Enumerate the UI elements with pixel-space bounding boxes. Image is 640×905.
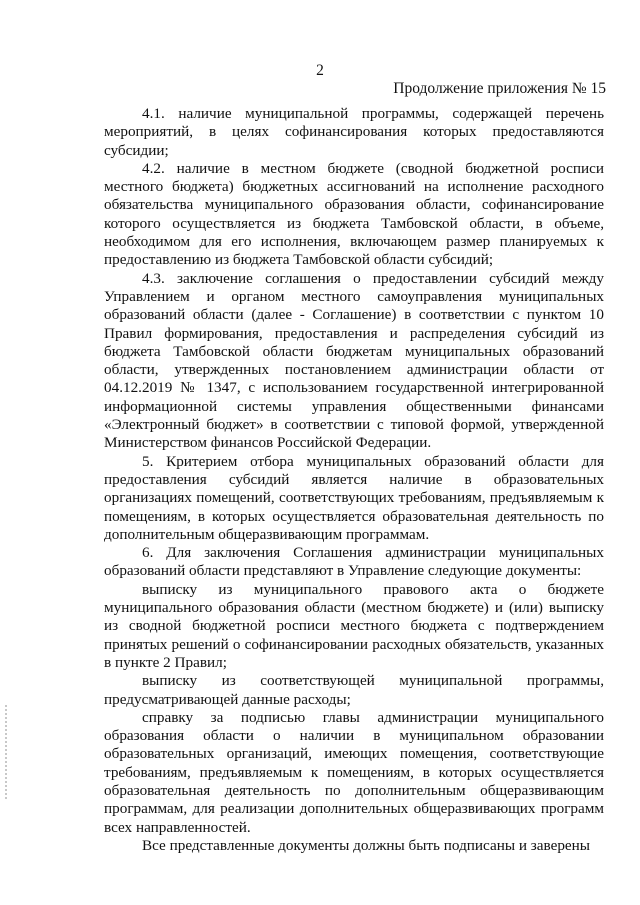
paragraph-6: 6. Для заключения Соглашения администрации муниципальных образований области представляют в Управление следующие документы:	[104, 544, 604, 580]
document-body	[104, 105, 604, 855]
list-item-certificate: справку за подписью главы администрации муниципального образования области о наличии в муниципальном образовании образовательных организаций, имеющих помещения, соответствующие требованиям, предъявляемым к помещениям, в которых осуществляется образовательная деятельность по дополнительным общеразвивающим программам, для реализации дополнительных общеразвивающих программ всех направленностей.	[104, 708, 604, 836]
paragraph-signing: Все представленные документы должны быть подписаны и заверены	[142, 836, 591, 854]
scan-margin-mark	[5, 705, 7, 800]
paragraph-4-2: 4.2. наличие в местном бюджете (сводной бюджетной росписи местного бюджета) бюджетных ассигнований на исполнение расходного обязательства муниципального образования области, софинансирование которого осуществляется из бюджета Тамбовской области, в объеме, необходимом для его исполнения, включающем размер планируемых к предоставлению из бюджета Тамбовской области субсидий;	[104, 159, 604, 269]
page-number: 2	[316, 62, 324, 79]
paragraph-5: 5. Критерием отбора муниципальных образований области для предоставления субсидий является наличие в образовательных организациях помещений, соответствующих требованиям, предъявляемым к помещениям, в которых осуществляется образовательная деятельность по дополнительным общеразвивающим программам.	[104, 452, 604, 543]
list-item-budget-extract: выписку из муниципального правового акта о бюджете муниципального образования области (местном бюджете) и (или) выписку из сводной бюджетной росписи местного бюджета с подтверждением принятых решений о софинансировании расходных обязательств, указанных в пункте 2 Правил;	[104, 580, 604, 671]
paragraph-4-1: 4.1. наличие муниципальной программы, содержащей перечень мероприятий, в целях софинансирования которых предоставляются субсидии;	[104, 105, 604, 159]
paragraph-4-3: 4.3. заключение соглашения о предоставлении субсидий между Управлением и органом местного самоуправления муниципальных образований области (далее - Соглашение) в соответствии с пунктом 10 Правил формирования, предоставления и распределения субсидий из бюджета Тамбовской области бюджетам муниципальных образований области, утвержденных постановлением администрации области от 04.12.2019 № 1347, с использованием государственной интегрированной информационной системы управления общественными финансами «Электронный бюджет» в соответствии с типовой формой, утвержденной Министерством финансов Российской Федерации.	[104, 269, 604, 452]
appendix-header: Продолжение приложения № 15	[393, 80, 606, 97]
list-item-program-extract: выписку из соответствующей муниципальной программы, предусматривающей данные расходы;	[104, 672, 604, 708]
